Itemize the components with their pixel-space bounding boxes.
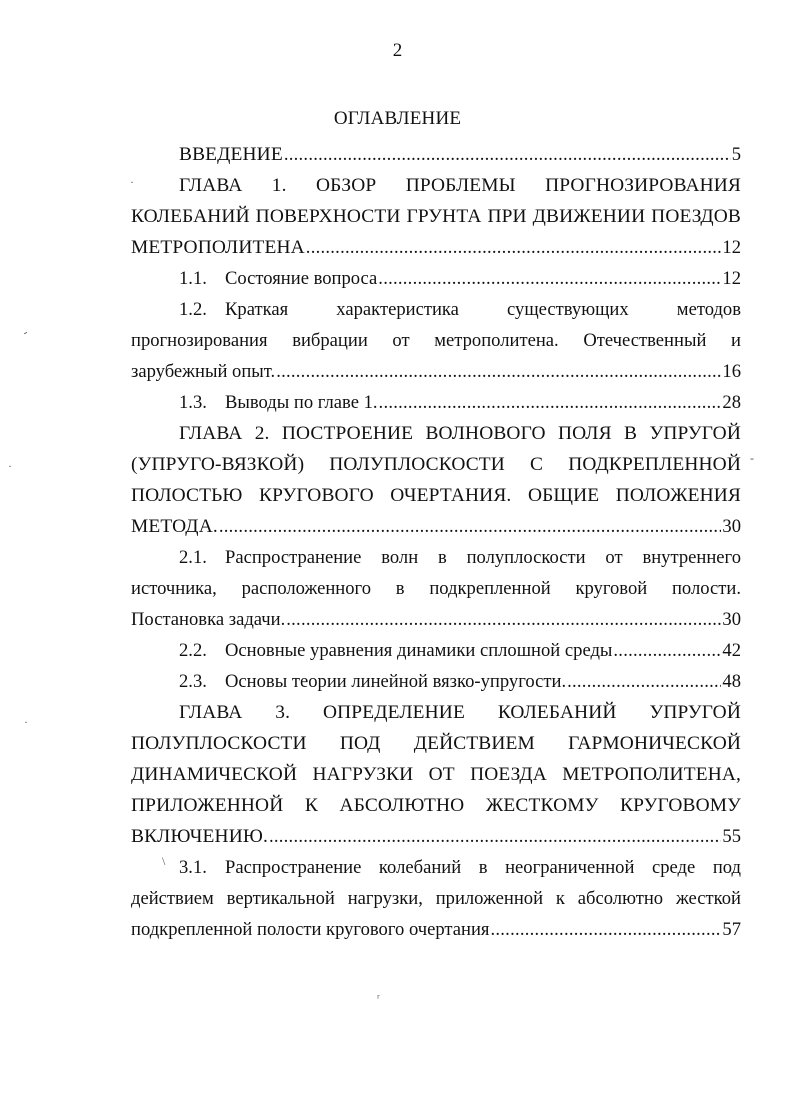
toc-entry-section-2-3[interactable] [131, 666, 741, 697]
section-title-line-3: зарубежный опыт. [131, 361, 276, 382]
scan-speck: - [19, 324, 31, 340]
scan-speck: \ [162, 854, 166, 868]
dot-leader [378, 263, 721, 294]
chapter-1-title-line-2: КОЛЕБАНИЙ ПОВЕРХНОСТИ ГРУНТА ПРИ ДВИЖЕНИИ ПОЕЗДОВ [131, 206, 741, 227]
scan-speck: · [8, 459, 12, 473]
toc-page-number: 12 [722, 268, 741, 289]
toc-entry-section-1-2[interactable] [131, 294, 741, 387]
toc-title: ОГЛАВЛЕНИЕ [333, 108, 462, 129]
toc-page-number: 55 [722, 826, 741, 847]
section-number: 3.1. [179, 857, 207, 878]
dot-leader [284, 139, 731, 170]
toc-page-number: 30 [722, 516, 741, 537]
toc-entry-section-2-2[interactable] [131, 635, 741, 666]
dot-leader [613, 635, 721, 666]
chapter-2-title-line-1: ГЛАВА 2. ПОСТРОЕНИЕ ВОЛНОВОГО ПОЛЯ В УПРУГОЙ [179, 423, 741, 444]
chapter-2-title-line-3: ПОЛОСТЬЮ КРУГОВОГО ОЧЕРТАНИЯ. ОБЩИЕ ПОЛОЖЕНИЯ [131, 485, 741, 506]
scan-speck: ʳ [377, 991, 380, 1005]
dot-leader [276, 356, 721, 387]
section-number: 2.2. [179, 640, 207, 661]
section-number: 2.1. [179, 547, 207, 568]
section-title-line-2: источника, расположенного в подкрепленной круговой полости. [131, 578, 741, 599]
toc-entry-intro[interactable] [131, 139, 741, 170]
section-title-line-3: подкрепленной полости кругового очертания [131, 919, 490, 940]
section-title-line-3: Постановка задачи. [131, 609, 286, 630]
dot-leader [269, 821, 721, 852]
toc-entry-chapter-3[interactable] [131, 697, 741, 852]
section-number: 1.2. [179, 299, 207, 320]
section-title-line-1: Распространение волн в полуплоскости от внутреннего [225, 547, 741, 568]
section-title-line-2: прогнозирования вибрации от метрополитена. Отечественный и [131, 330, 741, 351]
section-number: 1.1. [179, 268, 207, 289]
chapter-3-title-line-2: ПОЛУПЛОСКОСТИ ПОД ДЕЙСТВИЕМ ГАРМОНИЧЕСКОЙ [131, 733, 741, 754]
toc-page-number: 48 [722, 671, 741, 692]
dot-leader [306, 232, 722, 263]
table-of-contents [131, 139, 741, 945]
section-title: Состояние вопроса [225, 268, 378, 289]
chapter-3-title-line-3: ДИНАМИЧЕСКОЙ НАГРУЗКИ ОТ ПОЕЗДА МЕТРОПОЛИТЕНА, [131, 764, 741, 785]
section-title: Основные уравнения динамики сплошной среды [225, 640, 613, 661]
chapter-1-title-line-3: МЕТРОПОЛИТЕНА [131, 237, 305, 258]
section-title-line-1: Распространение колебаний в неограниченной среде под [225, 857, 741, 878]
toc-entry-chapter-1[interactable] [131, 170, 741, 263]
dot-leader [219, 511, 722, 542]
section-number: 1.3. [179, 392, 207, 413]
page-number: 2 [392, 40, 403, 61]
toc-page-number: 16 [722, 361, 741, 382]
chapter-3-title-line-1: ГЛАВА 3. ОПРЕДЕЛЕНИЕ КОЛЕБАНИЙ УПРУГОЙ [179, 702, 741, 723]
section-title: Выводы по главе 1. [225, 392, 378, 413]
toc-entry-section-1-1[interactable] [131, 263, 741, 294]
dot-leader [490, 914, 721, 945]
dot-leader [567, 666, 721, 697]
toc-entry-section-3-1[interactable] [131, 852, 741, 945]
section-number: 2.3. [179, 671, 207, 692]
toc-page-number: 42 [722, 640, 741, 661]
toc-entry-title: ВВЕДЕНИЕ [179, 144, 283, 165]
section-title-line-1: Краткая характеристика существующих методов [225, 299, 741, 320]
section-title: Основы теории линейной вязко-упругости. [225, 671, 567, 692]
toc-entry-section-1-3[interactable] [131, 387, 741, 418]
scan-speck: · [130, 175, 134, 189]
scan-speck: · [24, 715, 28, 729]
toc-page-number: 28 [722, 392, 741, 413]
dot-leader [286, 604, 721, 635]
toc-page-number: 30 [722, 609, 741, 630]
chapter-2-title-line-4: МЕТОДА. [131, 516, 218, 537]
chapter-3-title-line-5: ВКЛЮЧЕНИЮ. [131, 826, 268, 847]
toc-entry-section-2-1[interactable] [131, 542, 741, 635]
scan-speck: - [750, 451, 754, 465]
chapter-2-title-line-2: (УПРУГО-ВЯЗКОЙ) ПОЛУПЛОСКОСТИ С ПОДКРЕПЛЕННОЙ [131, 454, 741, 475]
toc-page-number: 12 [722, 237, 741, 258]
chapter-1-title-line-1: ГЛАВА 1. ОБЗОР ПРОБЛЕМЫ ПРОГНОЗИРОВАНИЯ [179, 175, 741, 196]
toc-page-number: 57 [722, 919, 741, 940]
section-title-line-2: действием вертикальной нагрузки, приложенной к абсолютно жесткой [131, 888, 741, 909]
dot-leader [379, 387, 722, 418]
toc-entry-chapter-2[interactable] [131, 418, 741, 542]
chapter-3-title-line-4: ПРИЛОЖЕННОЙ К АБСОЛЮТНО ЖЕСТКОМУ КРУГОВОМУ [131, 795, 741, 816]
toc-page-number: 5 [731, 144, 741, 165]
